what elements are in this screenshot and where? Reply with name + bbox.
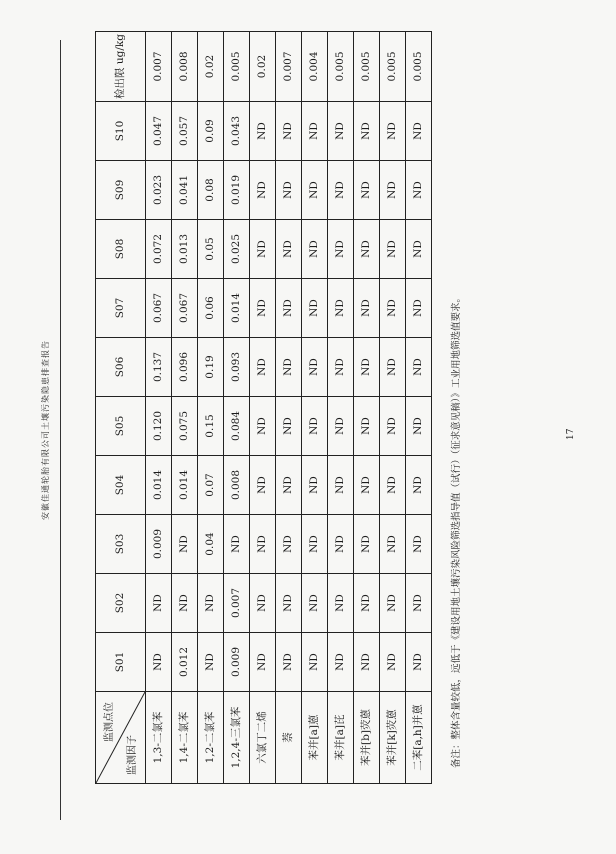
table-cell: 0.047: [146, 102, 172, 161]
corner-label-sites: 监测点位: [104, 702, 115, 742]
table-cell: 0.04: [198, 515, 224, 574]
table-cell: 0.084: [224, 397, 250, 456]
table-cell: ND: [250, 220, 276, 279]
table-cell: 0.137: [146, 338, 172, 397]
table-cell: ND: [276, 102, 302, 161]
table-cell: 0.041: [172, 161, 198, 220]
column-header: S07: [96, 279, 146, 338]
table-cell: 0.025: [224, 220, 250, 279]
table-cell: ND: [406, 220, 432, 279]
table-row: [276, 32, 302, 784]
table-cell: ND: [276, 456, 302, 515]
table-cell: ND: [250, 279, 276, 338]
table-cell: ND: [406, 397, 432, 456]
table-cell: ND: [354, 633, 380, 692]
table-cell: 0.072: [146, 220, 172, 279]
table-cell: ND: [328, 456, 354, 515]
table-cell: ND: [250, 456, 276, 515]
table-cell: 0.019: [224, 161, 250, 220]
table-cell: ND: [328, 102, 354, 161]
table-cell: ND: [354, 161, 380, 220]
table-cell: 0.014: [172, 456, 198, 515]
table-cell: 0.06: [198, 279, 224, 338]
table-cell: ND: [276, 515, 302, 574]
table-cell: 0.009: [224, 633, 250, 692]
row-factor-name: 二苯[a,h]并蒽: [406, 692, 432, 784]
table-cell: 0.014: [224, 279, 250, 338]
table-cell: ND: [328, 279, 354, 338]
table-cell: 0.008: [224, 456, 250, 515]
table-cell: ND: [172, 574, 198, 633]
table-cell: 0.075: [172, 397, 198, 456]
table-cell: ND: [406, 161, 432, 220]
table-cell: ND: [328, 633, 354, 692]
column-header: S08: [96, 220, 146, 279]
table-cell: ND: [354, 574, 380, 633]
table-cell: ND: [380, 397, 406, 456]
table-cell: 0.005: [380, 32, 406, 102]
table-cell: ND: [354, 220, 380, 279]
table-header-row: [96, 32, 146, 784]
table-cell: ND: [302, 633, 328, 692]
table-cell: ND: [250, 574, 276, 633]
table-cell: ND: [406, 102, 432, 161]
row-factor-name: 1,2,4-三氯苯: [224, 692, 250, 784]
row-factor-name: 苯并[a]蒽: [302, 692, 328, 784]
table-row: [302, 32, 328, 784]
column-header: S06: [96, 338, 146, 397]
column-header-detection-limit: 检出限 ug/kg: [96, 32, 146, 102]
corner-label-factors: 监测因子: [126, 735, 138, 775]
table-cell: ND: [302, 574, 328, 633]
table-cell: 0.012: [172, 633, 198, 692]
table-cell: 0.013: [172, 220, 198, 279]
row-factor-name: 苯并[b]荧蒽: [354, 692, 380, 784]
column-header: S05: [96, 397, 146, 456]
table-cell: ND: [146, 574, 172, 633]
table-cell: 0.093: [224, 338, 250, 397]
table-cell: ND: [198, 574, 224, 633]
table-cell: ND: [354, 515, 380, 574]
table-cell: 0.007: [224, 574, 250, 633]
table-cell: ND: [276, 338, 302, 397]
table-cell: 0.043: [224, 102, 250, 161]
table-row: [224, 32, 250, 784]
page-number: 17: [566, 428, 576, 440]
table-cell: ND: [302, 515, 328, 574]
table-cell: 0.067: [172, 279, 198, 338]
table-cell: ND: [406, 456, 432, 515]
table-cell: ND: [302, 279, 328, 338]
table-cell: ND: [354, 456, 380, 515]
table-cell: 0.19: [198, 338, 224, 397]
table-cell: ND: [380, 456, 406, 515]
table-cell: ND: [276, 633, 302, 692]
row-factor-name: 1,2-二氯苯: [198, 692, 224, 784]
column-header: S04: [96, 456, 146, 515]
table-cell: 0.005: [224, 32, 250, 102]
row-factor-name: 苯并[k]荧蒽: [380, 692, 406, 784]
table-cell: 0.007: [146, 32, 172, 102]
column-header: S03: [96, 515, 146, 574]
table-cell: ND: [146, 633, 172, 692]
table-cell: ND: [406, 338, 432, 397]
table-cell: ND: [276, 161, 302, 220]
table-footnote: 备注：整体含量较低，远低于《建设用地土壤污染风险筛选指导值（试行）（征求意见稿）》工业用地筛选值要求。: [451, 292, 462, 768]
table-cell: 0.057: [172, 102, 198, 161]
table-cell: ND: [406, 515, 432, 574]
table-cell: ND: [250, 633, 276, 692]
table-row: [198, 32, 224, 784]
table-cell: ND: [354, 102, 380, 161]
table-cell: ND: [302, 161, 328, 220]
report-header-title: 安徽佳通轮胎有限公司土壤污染隐患排查报告: [41, 340, 50, 520]
table-row: [146, 32, 172, 784]
table-cell: 0.014: [146, 456, 172, 515]
table-cell: 0.096: [172, 338, 198, 397]
table-cell: ND: [328, 574, 354, 633]
table-cell: 0.008: [172, 32, 198, 102]
table-cell: 0.023: [146, 161, 172, 220]
table-body: [146, 32, 432, 784]
table-cell: ND: [328, 397, 354, 456]
table-cell: 0.02: [250, 32, 276, 102]
table-cell: 0.05: [198, 220, 224, 279]
table-cell: 0.004: [302, 32, 328, 102]
table-row: [328, 32, 354, 784]
table-cell: ND: [198, 633, 224, 692]
table-cell: ND: [302, 338, 328, 397]
table-cell: 0.07: [198, 456, 224, 515]
table-cell: ND: [250, 161, 276, 220]
table-row: [354, 32, 380, 784]
table-cell: ND: [172, 515, 198, 574]
table-corner-header: [96, 692, 146, 784]
row-factor-name: 六氯丁二烯: [250, 692, 276, 784]
table-cell: 0.005: [354, 32, 380, 102]
table-cell: ND: [354, 279, 380, 338]
table-cell: ND: [406, 279, 432, 338]
table-row: [380, 32, 406, 784]
table-cell: 0.09: [198, 102, 224, 161]
table-cell: ND: [302, 397, 328, 456]
row-factor-name: 苯并[a]芘: [328, 692, 354, 784]
table-cell: ND: [354, 338, 380, 397]
column-header: S02: [96, 574, 146, 633]
results-table: [95, 31, 432, 784]
table-cell: 0.08: [198, 161, 224, 220]
row-factor-name: 1,3-二氯苯: [146, 692, 172, 784]
table-cell: ND: [276, 574, 302, 633]
table-cell: 0.005: [328, 32, 354, 102]
table-cell: ND: [328, 515, 354, 574]
row-factor-name: 1,4-二氯苯: [172, 692, 198, 784]
table-cell: 0.007: [276, 32, 302, 102]
table-cell: ND: [328, 338, 354, 397]
table-cell: ND: [302, 456, 328, 515]
table-cell: ND: [380, 220, 406, 279]
column-header: S10: [96, 102, 146, 161]
row-factor-name: 萘: [276, 692, 302, 784]
table-cell: 0.120: [146, 397, 172, 456]
results-table-container: [95, 32, 430, 784]
table-cell: ND: [250, 515, 276, 574]
table-cell: 0.009: [146, 515, 172, 574]
table-cell: ND: [380, 633, 406, 692]
table-cell: ND: [380, 574, 406, 633]
table-cell: 0.005: [406, 32, 432, 102]
header-divider: [60, 40, 61, 820]
table-cell: 0.02: [198, 32, 224, 102]
table-row: [172, 32, 198, 784]
table-cell: ND: [276, 279, 302, 338]
table-cell: ND: [354, 397, 380, 456]
table-cell: ND: [380, 515, 406, 574]
table-cell: ND: [328, 161, 354, 220]
table-cell: ND: [380, 279, 406, 338]
table-row: [250, 32, 276, 784]
table-cell: 0.15: [198, 397, 224, 456]
table-cell: ND: [380, 102, 406, 161]
table-row: [406, 32, 432, 784]
table-cell: ND: [302, 102, 328, 161]
table-cell: ND: [224, 515, 250, 574]
column-header: S01: [96, 633, 146, 692]
table-cell: ND: [380, 338, 406, 397]
table-cell: ND: [250, 338, 276, 397]
table-cell: 0.067: [146, 279, 172, 338]
table-cell: ND: [276, 397, 302, 456]
table-cell: ND: [276, 220, 302, 279]
table-cell: ND: [250, 397, 276, 456]
table-cell: ND: [380, 161, 406, 220]
table-cell: ND: [250, 102, 276, 161]
column-header: S09: [96, 161, 146, 220]
table-cell: ND: [406, 633, 432, 692]
table-cell: ND: [302, 220, 328, 279]
table-cell: ND: [328, 220, 354, 279]
table-cell: ND: [406, 574, 432, 633]
